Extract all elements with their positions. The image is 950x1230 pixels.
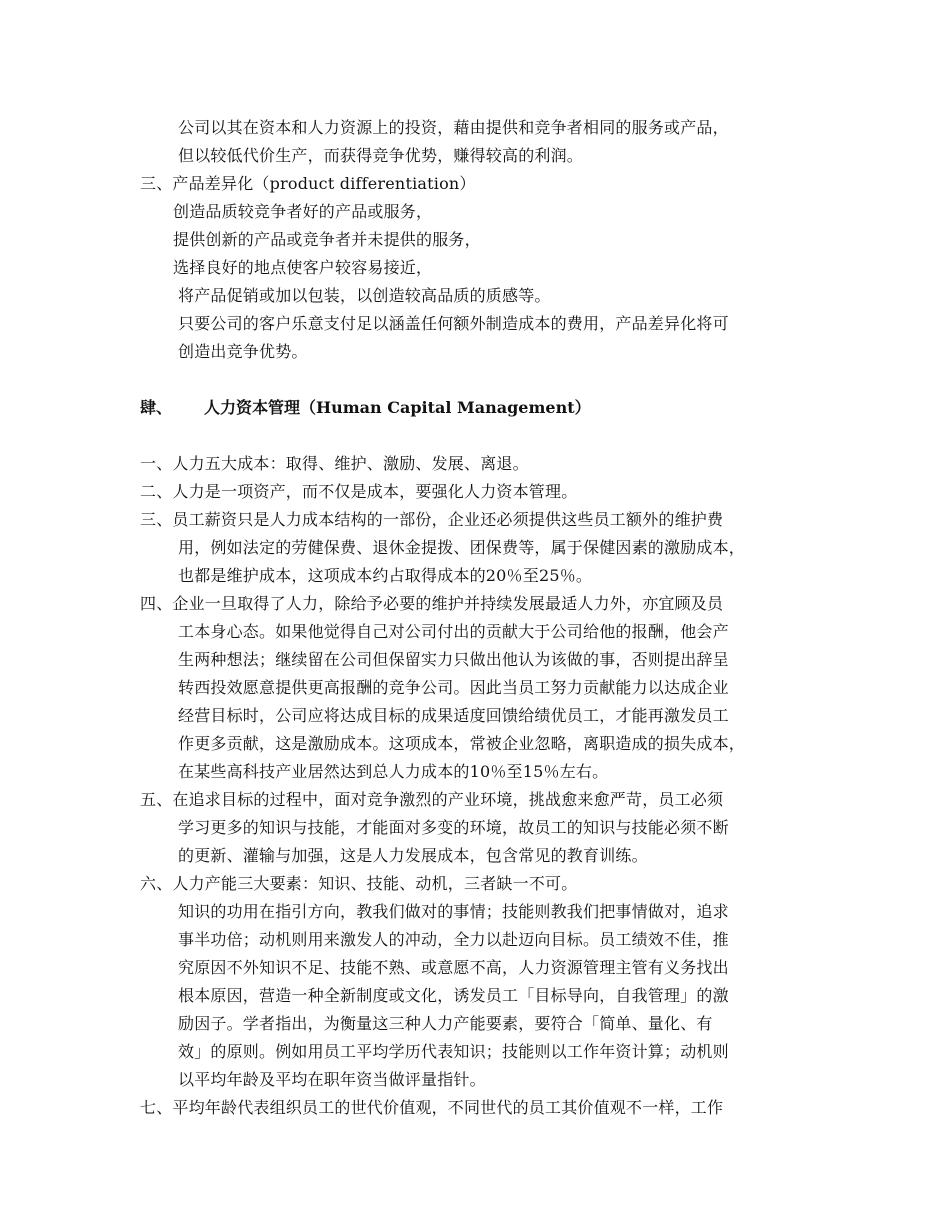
paragraph-line: 将产品促销或加以包装，以创造较高品质的质感等。 (178, 286, 551, 305)
paragraph-line: 创造品质较竞争者好的产品或服务， (173, 202, 433, 221)
list-item-continuation: 经营目标时，公司应将达成目标的成果适度回馈给绩优员工，才能再激发员工 (178, 706, 729, 725)
list-item: 七、平均年龄代表组织员工的世代价值观，不同世代的员工其价值观不一样，工作 (140, 1098, 724, 1117)
paragraph-line: 选择良好的地点使客户较容易接近， (173, 258, 433, 277)
list-item: 一、人力五大成本：取得、维护、激励、发展、离退。 (140, 454, 529, 473)
paragraph-line: 创造出竞争优势。 (178, 342, 308, 361)
list-item-continuation: 学习更多的知识与技能，才能面对多变的环境，故员工的知识与技能必须不断 (178, 818, 729, 837)
list-item-continuation: 也都是维护成本，这项成本约占取得成本的20％至25％。 (178, 566, 593, 585)
list-item-continuation: 转西投效愿意提供更高报酬的竞争公司。因此当员工努力贡献能力以达成企业 (178, 678, 729, 697)
list-item: 四、企业一旦取得了人力，除给予必要的维护并持续发展最适人力外，亦宜顾及员 (140, 594, 724, 613)
list-item-continuation: 在某些高科技产业居然达到总人力成本的10％至15％左右。 (178, 762, 609, 781)
paragraph-line: 只要公司的客户乐意支付足以涵盖任何额外制造成本的费用，产品差异化将可 (178, 314, 729, 333)
list-item-continuation: 作更多贡献，这是激励成本。这项成本，常被企业忽略，离职造成的损失成本， (178, 734, 746, 753)
paragraph-line: 但以较低代价生产，而获得竞争优势，赚得较高的利润。 (178, 146, 584, 165)
paragraph-line: 提供创新的产品或竞争者并未提供的服务， (173, 230, 481, 249)
list-item-continuation: 究原因不外知识不足、技能不熟、或意愿不高，人力资源管理主管有义务找出 (178, 958, 729, 977)
list-item: 六、人力产能三大要素：知识、技能、动机，三者缺一不可。 (140, 874, 578, 893)
list-item-continuation: 的更新、灌输与加强，这是人力发展成本，包含常见的教育训练。 (178, 846, 648, 865)
list-item: 五、在追求目标的过程中，面对竞争激烈的产业环境，挑战愈来愈严苛，员工必须 (140, 790, 724, 809)
paragraph-line: 公司以其在资本和人力资源上的投资，藉由提供和竞争者相同的服务或产品， (178, 118, 729, 137)
section-heading-title: 人力资本管理（Human Capital Management） (204, 398, 591, 417)
section-heading-number: 肆、 (140, 398, 173, 417)
list-item-title: 三、产品差异化（product differentiation） (140, 174, 476, 193)
list-item-continuation: 以平均年龄及平均在职年资当做评量指针。 (178, 1070, 486, 1089)
section-heading (140, 397, 591, 419)
list-item-continuation: 励因子。学者指出，为衡量这三种人力产能要素，要符合「简单、量化、有 (178, 1014, 713, 1033)
list-item-continuation: 效」的原则。例如用员工平均学历代表知识；技能则以工作年资计算；动机则 (178, 1042, 729, 1061)
list-item: 二、人力是一项资产，而不仅是成本，要强化人力资本管理。 (140, 482, 578, 501)
list-item-continuation: 根本原因，营造一种全新制度或文化，诱发员工「目标导向，自我管理」的激 (178, 986, 729, 1005)
list-item-continuation: 事半功倍；动机则用来激发人的冲动，全力以赴迈向目标。员工绩效不佳，推 (178, 930, 729, 949)
list-item-continuation: 知识的功用在指引方向，教我们做对的事情；技能则教我们把事情做对，追求 (178, 902, 729, 921)
list-item-continuation: 用，例如法定的劳健保费、退休金提拨、团保费等，属于保健因素的激励成本， (178, 538, 746, 557)
list-item: 三、员工薪资只是人力成本结构的一部份，企业还必须提供这些员工额外的维护费 (140, 510, 724, 529)
list-item-continuation: 工本身心态。如果他觉得自己对公司付出的贡献大于公司给他的报酬，他会产 (178, 622, 729, 641)
list-item-continuation: 生两种想法；继续留在公司但保留实力只做出他认为该做的事，否则提出辞呈 (178, 650, 729, 669)
